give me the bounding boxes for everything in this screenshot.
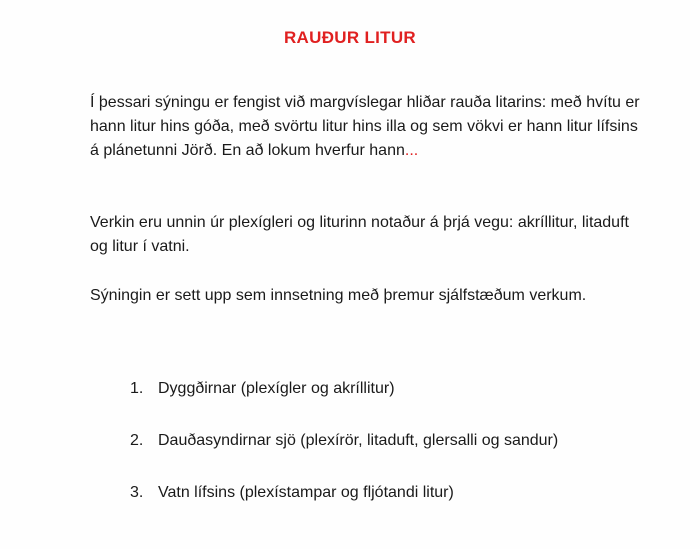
- list-item-number: 2.: [130, 432, 144, 449]
- document-title: RAUÐUR LITUR: [283, 28, 417, 47]
- list-item-number: 1.: [130, 380, 144, 397]
- intro-text: Í þessari sýningu er fengist við margvíslegar hliðar rauða litarins: með hvítu er hann litur hins góða, með svörtu litur hins illa og sem vökvi er hann litur lífsins á plánetunni Jörð. En að lokum hverfur hann: [90, 94, 640, 159]
- list-item-number: 3.: [130, 484, 144, 501]
- works-list: [130, 376, 558, 532]
- list-item-text: Dyggðirnar (plexígler og akríllitur): [158, 380, 395, 397]
- list-item: [130, 480, 558, 506]
- installation-paragraph: Sýningin er sett upp sem innsetning með þremur sjálfstæðum verkum.: [90, 287, 587, 304]
- intro-paragraph: [90, 91, 650, 163]
- red-ellipsis: ...: [404, 142, 419, 159]
- list-item: [130, 428, 558, 454]
- materials-paragraph: Verkin eru unnin úr plexígleri og liturinn notaður á þrjá vegu: akríllitur, litaduft og litur í vatni.: [90, 214, 629, 255]
- list-item-text: Dauðasyndirnar sjö (plexírör, litaduft, glersalli og sandur): [158, 432, 559, 449]
- list-item-text: Vatn lífsins (plexístampar og fljótandi litur): [158, 484, 454, 501]
- list-item: [130, 376, 558, 402]
